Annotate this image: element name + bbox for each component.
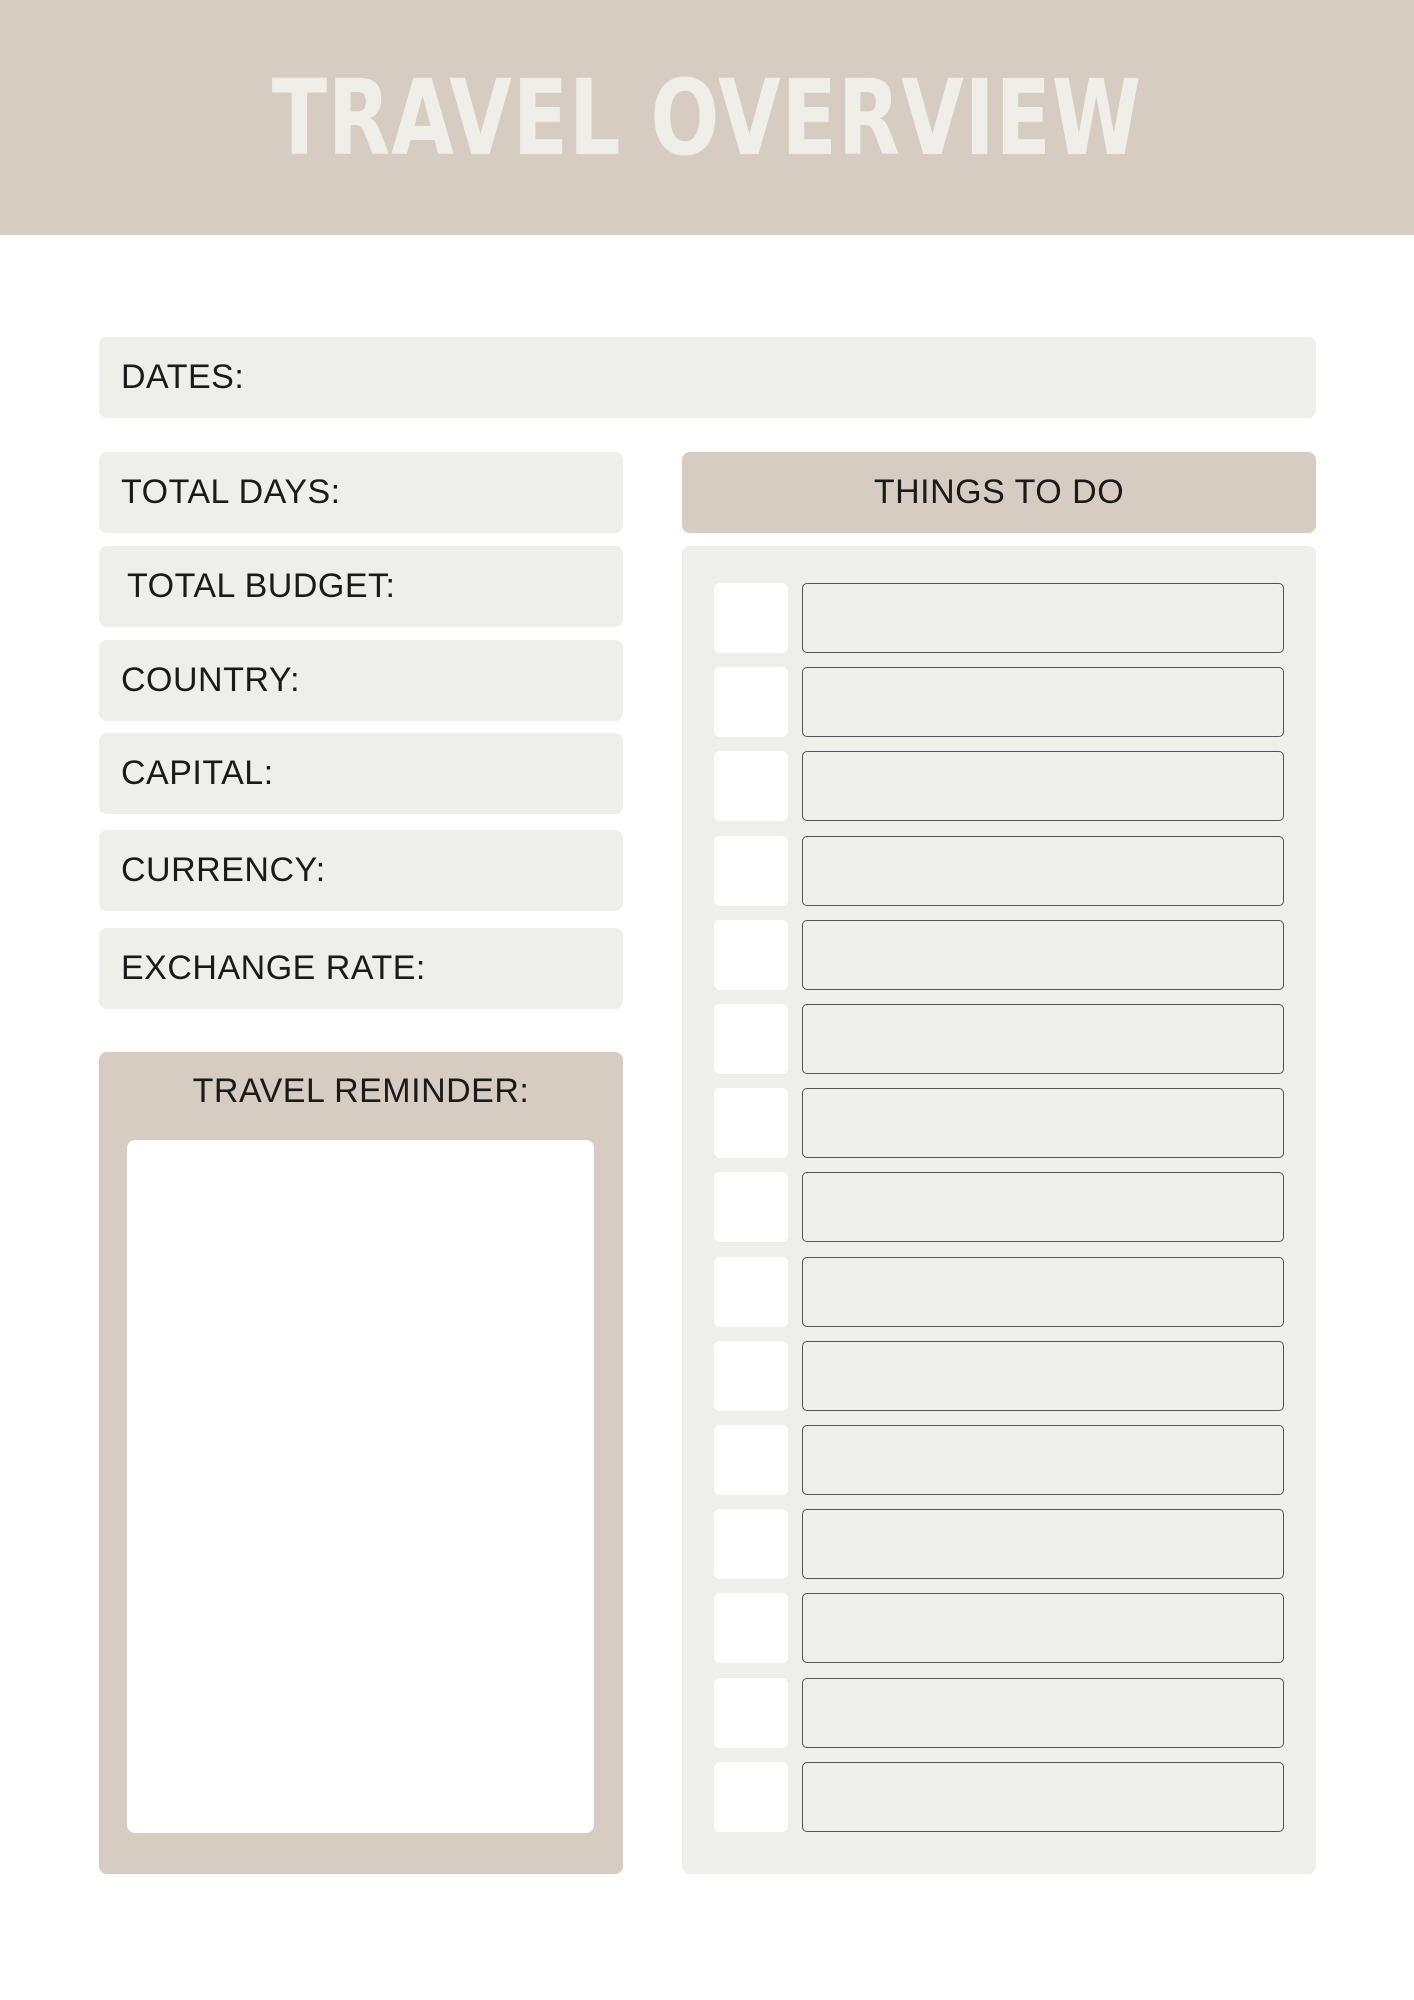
currency-label: CURRENCY:	[121, 851, 326, 889]
todo-checkbox[interactable]	[714, 836, 788, 906]
todo-row	[682, 1004, 1316, 1074]
todo-entry-field[interactable]	[802, 1088, 1284, 1158]
country-label: COUNTRY:	[121, 661, 301, 699]
todo-checkbox[interactable]	[714, 1088, 788, 1158]
todo-row	[682, 920, 1316, 990]
capital-label: CAPITAL:	[121, 754, 274, 792]
todo-entry-field[interactable]	[802, 1425, 1284, 1495]
total-days-field[interactable]	[99, 452, 623, 533]
todo-row	[682, 1593, 1316, 1663]
todo-checkbox[interactable]	[714, 667, 788, 737]
todo-row	[682, 1088, 1316, 1158]
todo-row	[682, 836, 1316, 906]
todo-entry-field[interactable]	[802, 836, 1284, 906]
todo-entry-field[interactable]	[802, 920, 1284, 990]
exchange-rate-field[interactable]	[99, 928, 623, 1009]
todo-entry-field[interactable]	[802, 583, 1284, 653]
todo-row	[682, 1257, 1316, 1327]
todo-entry-field[interactable]	[802, 1172, 1284, 1242]
page-header	[0, 0, 1414, 235]
currency-field[interactable]	[99, 830, 623, 911]
todo-row	[682, 1509, 1316, 1579]
todo-row	[682, 583, 1316, 653]
todo-checkbox[interactable]	[714, 1257, 788, 1327]
page-title: TRAVEL OVERVIEW	[271, 56, 1143, 179]
todo-entry-field[interactable]	[802, 1004, 1284, 1074]
capital-field[interactable]	[99, 733, 623, 814]
todo-row	[682, 751, 1316, 821]
todo-checkbox[interactable]	[714, 583, 788, 653]
todo-entry-field[interactable]	[802, 1678, 1284, 1748]
todo-checkbox[interactable]	[714, 1172, 788, 1242]
things-to-do-header	[682, 452, 1316, 533]
todo-checkbox[interactable]	[714, 1678, 788, 1748]
todo-row	[682, 1678, 1316, 1748]
travel-reminder-panel	[99, 1052, 623, 1874]
todo-checkbox[interactable]	[714, 1004, 788, 1074]
todo-checkbox[interactable]	[714, 1341, 788, 1411]
todo-checkbox[interactable]	[714, 1425, 788, 1495]
travel-reminder-title: TRAVEL REMINDER:	[192, 1072, 530, 1110]
total-budget-label: TOTAL BUDGET:	[127, 567, 396, 605]
todo-row	[682, 1425, 1316, 1495]
todo-row	[682, 1172, 1316, 1242]
todo-entry-field[interactable]	[802, 1762, 1284, 1832]
todo-row	[682, 1762, 1316, 1832]
total-budget-field[interactable]	[99, 546, 623, 627]
todo-checkbox[interactable]	[714, 1593, 788, 1663]
todo-entry-field[interactable]	[802, 1593, 1284, 1663]
dates-field[interactable]	[99, 337, 1316, 418]
travel-reminder-notes-area[interactable]	[127, 1140, 594, 1833]
todo-entry-field[interactable]	[802, 751, 1284, 821]
todo-entry-field[interactable]	[802, 1341, 1284, 1411]
country-field[interactable]	[99, 640, 623, 721]
todo-checkbox[interactable]	[714, 1509, 788, 1579]
total-days-label: TOTAL DAYS:	[121, 473, 341, 511]
dates-label: DATES:	[121, 358, 245, 396]
todo-entry-field[interactable]	[802, 1509, 1284, 1579]
todo-row	[682, 667, 1316, 737]
todo-checkbox[interactable]	[714, 920, 788, 990]
todo-entry-field[interactable]	[802, 667, 1284, 737]
things-to-do-list	[682, 546, 1316, 1874]
todo-checkbox[interactable]	[714, 1762, 788, 1832]
todo-row	[682, 1341, 1316, 1411]
things-to-do-title: THINGS TO DO	[873, 473, 1125, 511]
todo-checkbox[interactable]	[714, 751, 788, 821]
todo-entry-field[interactable]	[802, 1257, 1284, 1327]
exchange-rate-label: EXCHANGE RATE:	[121, 949, 426, 987]
